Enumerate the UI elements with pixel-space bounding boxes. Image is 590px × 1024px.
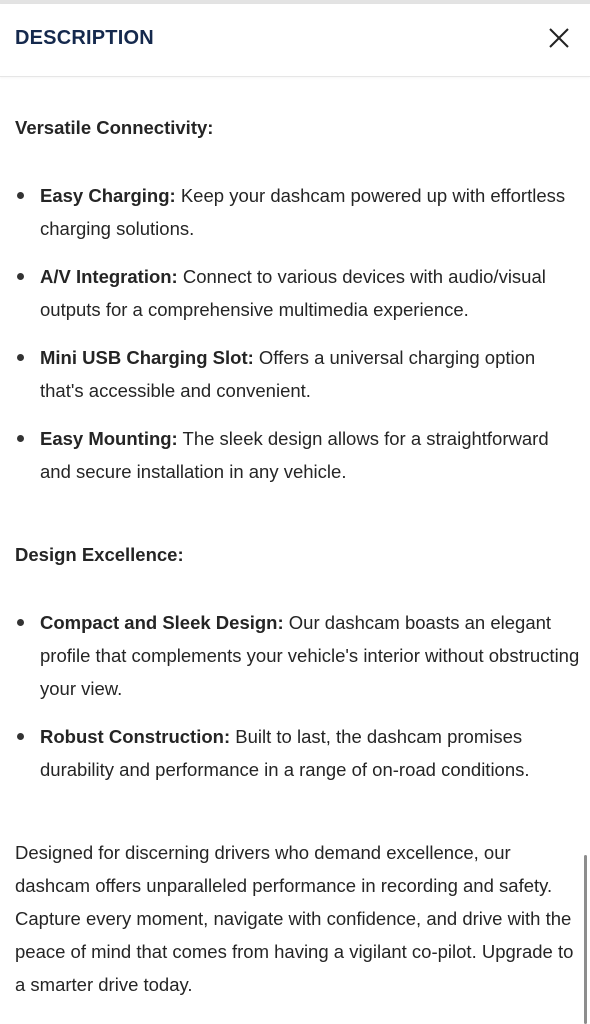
list-item <box>15 341 580 407</box>
bullet-icon <box>17 273 24 280</box>
bullet-icon <box>17 619 24 626</box>
page-title: DESCRIPTION <box>15 27 154 49</box>
item-label: Mini USB Charging Slot: <box>40 347 254 368</box>
list-item <box>15 720 580 786</box>
bullet-icon <box>17 733 24 740</box>
bullet-list-connectivity <box>15 179 580 488</box>
item-text: The sleek design allows for a straightforward and secure installation in any vehicle. <box>40 428 549 482</box>
bullet-list-design <box>15 606 580 786</box>
list-item <box>15 606 580 705</box>
bullet-icon <box>17 435 24 442</box>
description-header <box>0 4 590 77</box>
list-item <box>15 422 580 488</box>
item-label: Easy Charging: <box>40 185 176 206</box>
section-heading-connectivity: Versatile Connectivity: <box>15 117 214 138</box>
closing-paragraph: Designed for discerning drivers who demand excellence, our dashcam offers unparalleled performance in recording and safety. Capture every moment, navigate with confidence, and drive with the peace of mind that comes from having a vigilant co-pilot. Upgrade to a smarter drive today. <box>15 842 574 995</box>
scrollbar[interactable] <box>584 855 587 1024</box>
list-item <box>15 179 580 245</box>
item-text: Built to last, the dashcam promises durability and performance in a range of on-road conditions. <box>40 726 530 780</box>
close-button[interactable] <box>547 26 571 50</box>
item-text: Offers a universal charging option that's accessible and convenient. <box>40 347 536 401</box>
bullet-icon <box>17 354 24 361</box>
item-label: A/V Integration: <box>40 266 178 287</box>
item-label: Easy Mounting: <box>40 428 178 449</box>
close-icon <box>547 26 571 50</box>
item-text: Keep your dashcam powered up with effortless charging solutions. <box>40 185 566 239</box>
description-content <box>15 100 580 1001</box>
list-item <box>15 260 580 326</box>
bullet-icon <box>17 192 24 199</box>
item-text: Connect to various devices with audio/visual outputs for a comprehensive multimedia experience. <box>40 266 546 320</box>
section-heading-design: Design Excellence: <box>15 544 184 565</box>
item-label: Robust Construction: <box>40 726 231 747</box>
item-text: Our dashcam boasts an elegant profile that complements your vehicle's interior without obstructing your view. <box>40 612 580 699</box>
item-label: Compact and Sleek Design: <box>40 612 284 633</box>
